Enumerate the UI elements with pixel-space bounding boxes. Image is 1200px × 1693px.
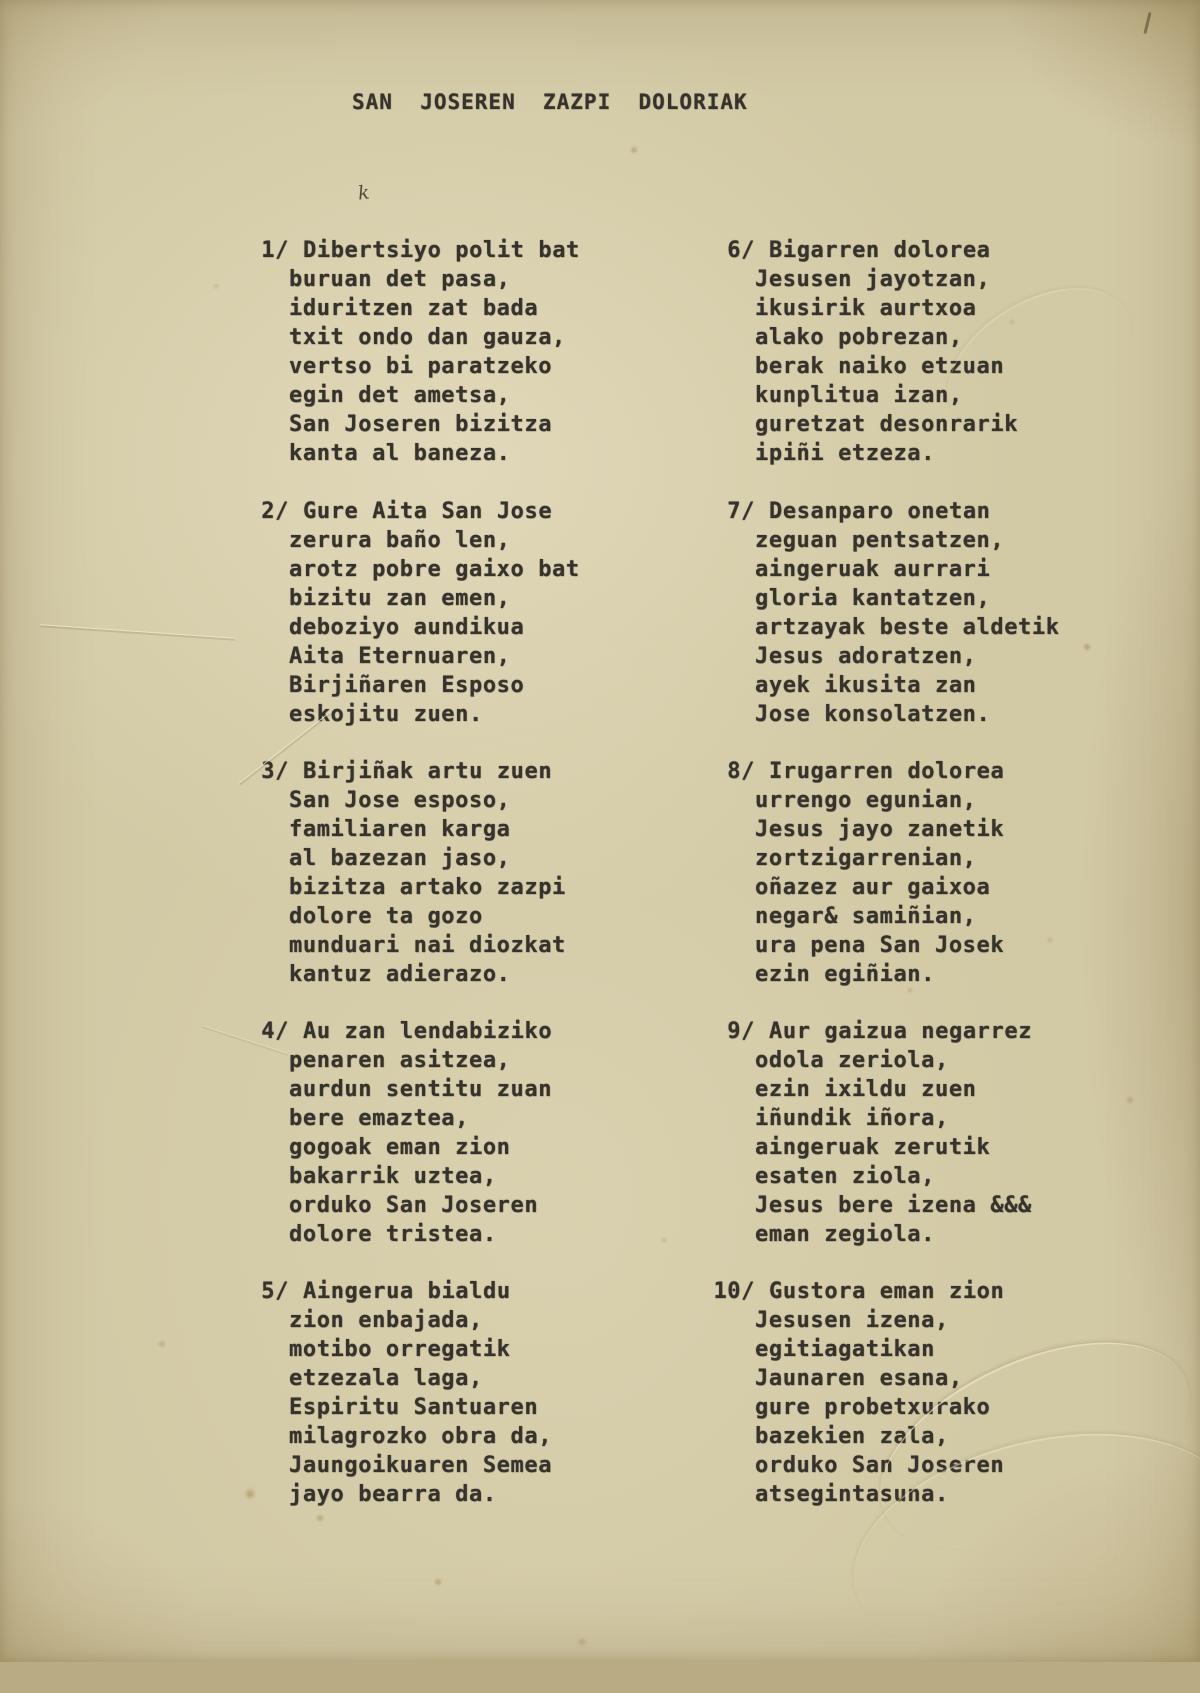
verse-line: oñazez aur gaixoa (755, 875, 991, 900)
verse-line: Jesus adoratzen, (755, 644, 977, 669)
verse-number: 6/ (727, 238, 755, 263)
verse-line: buruan det pasa, (289, 267, 511, 292)
verse-line: atsegintasuna. (755, 1482, 949, 1507)
verse-5 (261, 1277, 553, 1509)
stray-pencil-mark: k (356, 181, 371, 205)
verse-number: 8/ (727, 759, 755, 784)
verse-line: al bazezan jaso, (289, 846, 511, 871)
verse-line: Aingerua bialdu (303, 1279, 511, 1304)
verse-line: Irugarren dolorea (769, 759, 1005, 784)
verse-line: iduritzen zat bada (289, 296, 539, 321)
verse-line: gure probetxurako (755, 1395, 991, 1420)
verse-line: San Joseren bizitza (289, 412, 553, 437)
verse-line: Birjiñak artu zuen (303, 759, 553, 784)
verse-line: dolore tristea. (289, 1222, 497, 1247)
verse-line: San Jose esposo, (289, 788, 511, 813)
corner-ink-mark (1143, 12, 1151, 34)
verse-line: orduko San Joseren (289, 1193, 539, 1218)
verse-line: zeguan pentsatzen, (755, 528, 1005, 553)
verse-line: bazekien zala, (755, 1424, 949, 1449)
verse-line: odola zeriola, (755, 1048, 949, 1073)
verse-line: Jose konsolatzen. (755, 702, 991, 727)
verse-2 (261, 497, 580, 729)
verse-line: deboziyo aundikua (289, 615, 525, 640)
verse-line: zion enbajada, (289, 1308, 483, 1333)
verse-number: 1/ (261, 238, 289, 263)
verse-line: bere emaztea, (289, 1106, 469, 1131)
paper-crease (40, 625, 235, 641)
verse-line: urrengo egunian, (755, 788, 977, 813)
verse-line: kantuz adierazo. (289, 962, 511, 987)
verse-number: 4/ (261, 1019, 289, 1044)
verse-4 (261, 1017, 553, 1249)
verse-line: esaten ziola, (755, 1164, 935, 1189)
verse-number: 9/ (727, 1019, 755, 1044)
verse-line: iñundik iñora, (755, 1106, 949, 1131)
verse-number: 3/ (261, 759, 289, 784)
verse-line: ikusirik aurtxoa (755, 296, 977, 321)
verse-line: dolore ta gozo (289, 904, 483, 929)
verse-line: Espiritu Santuaren (289, 1395, 539, 1420)
verse-line: orduko San Joseren (755, 1453, 1005, 1478)
verse-line: milagrozko obra da, (289, 1424, 553, 1449)
verse-line: gogoak eman zion (289, 1135, 511, 1160)
verse-line: aurdun sentitu zuan (289, 1077, 553, 1102)
verse-number: 7/ (727, 499, 755, 524)
verse-line: Birjiñaren Esposo (289, 673, 525, 698)
verse-line: bakarrik uztea, (289, 1164, 497, 1189)
verse-line: Jesus bere izena &&& (755, 1193, 1032, 1218)
verse-line: Jesusen izena, (755, 1308, 949, 1333)
verse-line: Aita Eternuaren, (289, 644, 511, 669)
verse-line: Au zan lendabiziko (303, 1019, 553, 1044)
verse-line: ura pena San Josek (755, 933, 1005, 958)
verse-line: Jesusen jayotzan, (755, 267, 991, 292)
verse-line: kunplitua izan, (755, 383, 963, 408)
verse-line: Jesus jayo zanetik (755, 817, 1005, 842)
verse-line: vertso bi paratzeko (289, 354, 553, 379)
verse-line: Desanparo onetan (769, 499, 991, 524)
verse-line: Gustora eman zion (769, 1279, 1005, 1304)
verse-line: aingeruak aurrari (755, 557, 991, 582)
verse-line: etzezala laga, (289, 1366, 483, 1391)
verse-line: arotz pobre gaixo bat (289, 557, 580, 582)
paper-stains (0, 0, 4, 4)
verse-line: berak naiko etzuan (755, 354, 1005, 379)
verse-line: artzayak beste aldetik (755, 615, 1060, 640)
verse-3 (261, 757, 566, 989)
verse-line: alako pobrezan, (755, 325, 963, 350)
verse-1 (261, 236, 580, 468)
verse-line: negar& samiñian, (755, 904, 977, 929)
verse-line: txit ondo dan gauza, (289, 325, 566, 350)
verse-number: 10/ (713, 1279, 755, 1304)
verse-number: 2/ (261, 499, 289, 524)
verse-line: jayo bearra da. (289, 1482, 497, 1507)
verse-line: Dibertsiyo polit bat (303, 238, 580, 263)
verse-line: zerura baño len, (289, 528, 511, 553)
verse-line: ezin ixildu zuen (755, 1077, 977, 1102)
verse-line: egitiagatikan (755, 1337, 935, 1362)
verse-7 (727, 497, 1060, 729)
verse-line: bizitu zan emen, (289, 586, 511, 611)
verse-line: motibo orregatik (289, 1337, 511, 1362)
verse-line: Jaungoikuaren Semea (289, 1453, 553, 1478)
verse-line: guretzat desonrarik (755, 412, 1019, 437)
verse-line: Gure Aita San Jose (303, 499, 553, 524)
verse-line: ipiñi etzeza. (755, 441, 935, 466)
verse-line: penaren asitzea, (289, 1048, 511, 1073)
verse-line: Jaunaren esana, (755, 1366, 963, 1391)
verse-9 (727, 1017, 1033, 1249)
verse-line: egin det ametsa, (289, 383, 511, 408)
verse-line: ayek ikusita zan (755, 673, 977, 698)
verse-line: familiaren karga (289, 817, 511, 842)
verse-number: 5/ (261, 1279, 289, 1304)
verse-line: munduari nai diozkat (289, 933, 566, 958)
document-title: SAN JOSEREN ZAZPI DOLORIAK (352, 90, 748, 114)
verse-line: aingeruak zerutik (755, 1135, 991, 1160)
verse-line: Bigarren dolorea (769, 238, 991, 263)
verse-line: bizitza artako zazpi (289, 875, 566, 900)
verse-line: eman zegiola. (755, 1222, 935, 1247)
verse-line: ezin egiñian. (755, 962, 935, 987)
verse-line: kanta al baneza. (289, 441, 511, 466)
verse-line: zortzigarrenian, (755, 846, 977, 871)
verse-line: gloria kantatzen, (755, 586, 991, 611)
verse-8 (727, 757, 1005, 989)
verse-line: Aur gaizua negarrez (769, 1019, 1033, 1044)
verse-line: eskojitu zuen. (289, 702, 483, 727)
